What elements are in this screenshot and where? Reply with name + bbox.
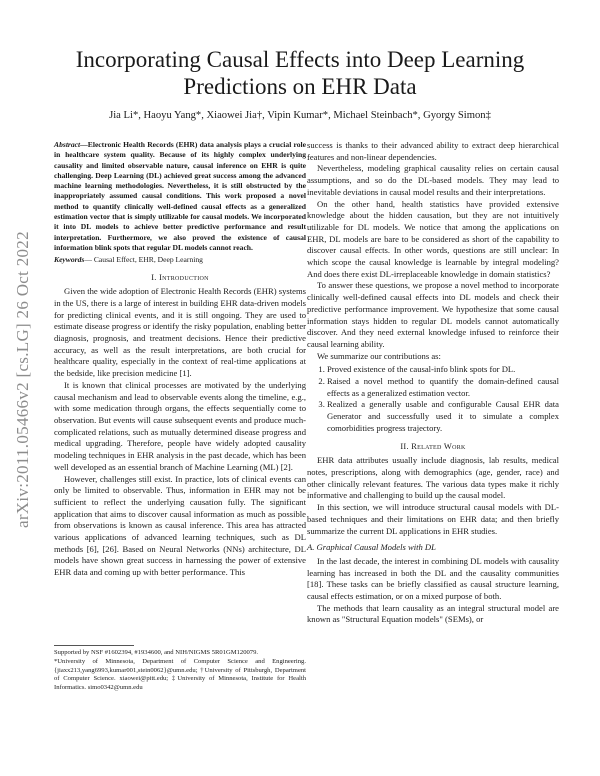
subsection-heading: A. Graphical Causal Models with DL [307,542,436,553]
section-heading-related-work: II. Related Work [400,441,466,451]
abstract [54,140,306,253]
arxiv-identifier: arXiv:2011.05466v2 [cs.LG] 26 Oct 2022 [13,231,32,529]
funding-note: Supported by NSF #1602394, #1934600, and NIH/NIGMS 5R01GM120079. [54,649,259,656]
footnote-rule [54,645,134,646]
paragraph: EHR data attributes usually include diagnosis, lab results, medical notes, prescriptions, along with demographics (age, gender, race) and other clinically relevant features. The various data types make it richly informative and challenging to build up the causal model. [307,455,559,501]
footnotes [54,645,306,693]
paragraph: The methods that learn causality as an integral structural model are known as "Structural Equation models" (SEMs), or [307,602,559,625]
section-heading-introduction: I. Introduction [151,272,209,282]
list-item: 2. Raised a novel method to quantify the domain-defined causal effects as a generalized estimation vector. [327,376,559,399]
paragraph: In the last decade, the interest in combining DL models with causality learning has increased in both the DL and the causality communities [18]. These tasks can be briefly classified as causal structure learning, causal effects estimation, or on a mixed purpose of both. [307,555,559,602]
right-column [307,140,559,626]
contribution-list [307,364,559,434]
paragraph: It is known that clinical processes are motivated by the underlying causal mechanism and lead to observable events along the timeline, e.g., with some medication through organs, the effects sequentially come to observation. But events will cause subsequent events and produce much-complicated relations, such as mutually determined disease progress and medical upgrading. Therefore, people have widely adopted causality modeling techniques in EHR analysis in the past decade, which has been well developed as an essential branch of Machine Learning (ML) [2]. [54,379,306,472]
abstract-label: Abstract [54,140,81,149]
keywords [54,255,306,265]
paragraph: Nevertheless, modeling graphical causality relies on certain causal assumptions, and so do the DL-based models. They may lead to inevitable deviations in causal model results and their interpretations. [307,163,559,197]
list-item: 3. Realized a generally usable and configurable Causal EHR data Generator and successfully used it to simulate a complex comorbidities progress trajectory. [327,399,559,434]
abstract-text: —Electronic Health Records (EHR) data analysis plays a crucial role in healthcare system quality. Because of its highly complex underlying causality and limited observable nature, causal inference on EHR is quite challenging. Deep Learning (DL) achieved great success among the advanced machine learning methodologies. Nevertheless, it is still obstructed by the inappropriately assumed causal conditions. This work proposed a novel method to quantify clinically well-defined causal effects as a generalized estimation vector that is simply utilizable for causal models. We incorporated it into DL models to achieve better predictive performance and result interpretation. Furthermore, we also proved the existence of causal information blink spots that regular DL models cannot reach. [54,140,306,252]
left-column [54,140,306,579]
affiliation-note: *University of Minnesota, Department of Computer Science and Engineering. {jiaxx213,yang6993,kumar001,stein0062}@umn.edu; †University of Pittsburgh, Department of Computer Science. xiaowei@pitt.edu; ‡University of Minnesota, Institute for Health Informatics. simo0342@umn.edu [54,658,306,691]
paper-title: Incorporating Causal Effects into Deep Learning Predictions on EHR Data [75,47,525,99]
list-item: 1. Proved existence of the causal-info blink spots for DL. [327,364,559,376]
keywords-text: — Causal Effect, EHR, Deep Learning [84,255,203,265]
keywords-label: Keywords [54,255,85,265]
paragraph: However, challenges still exist. In practice, lots of clinical events can only be limited to observable. Thus, information in EHR may not be sufficient to reflect the underlying causation fully. The significant application that aims to discover causal information as much as possible from observations is known as causal inference. This area has attracted various applications of advanced learning techniques, such as DL methods [6], [26]. Based on Neural Networks (NNs) architecture, DL models have shown great success in harnessing the power of extensive EHR data and coming up with better performance. This [54,473,306,578]
author-list: Jia Li*, Haoyu Yang*, Xiaowei Jia†, Vipin Kumar*, Michael Steinbach*, Gyorgy Simon‡ [109,110,491,121]
paragraph: success is thanks to their advanced ability to extract deep hierarchical features and non-linear dependencies. [307,140,559,162]
paragraph: To answer these questions, we propose a novel method to incorporate clinically well-defined causal effects into DL models and check their predictive performance improvement. We hypothesize that some causal information stays hidden to regular DL models cannot automatically discover. And they need external knowledge infused to reinforce their causal learning ability. [307,280,559,349]
paragraph: On the other hand, health statistics have provided extensive knowledge about the hidden causation, but they are not intuitively utilizable for DL models. We notice that among the applications on EHR, DL models are bare to be considered as short of the capability to discover causal effects. In other words, questions are still unclear: In which scope the causal knowledge is learnable by integral modeling? And does there exist DL-irreplaceable knowledge in domain statistics? [307,198,559,279]
paragraph: Given the wide adoption of Electronic Health Records (EHR) systems in the US, there is a large of interest in building EHR data-driven models for predicting clinical events, and it is still ongoing. They are used to estimate disease progress or identify the risky population, enabling better diagnosis, prognosis, and treatment decisions. Hence their predictive accuracy, as well as the result interpretations, are both crucial for healthcare quality, especially in the context of real-time applications at the bedside, like precision medicine [1]. [54,286,306,379]
paragraph: We summarize our contributions as: [317,350,441,361]
paragraph: In this section, we will introduce structural causal models with DL-based techniques and their limitations on EHR data; and then briefly summarize the current DL applications in EHR studies. [307,502,559,536]
